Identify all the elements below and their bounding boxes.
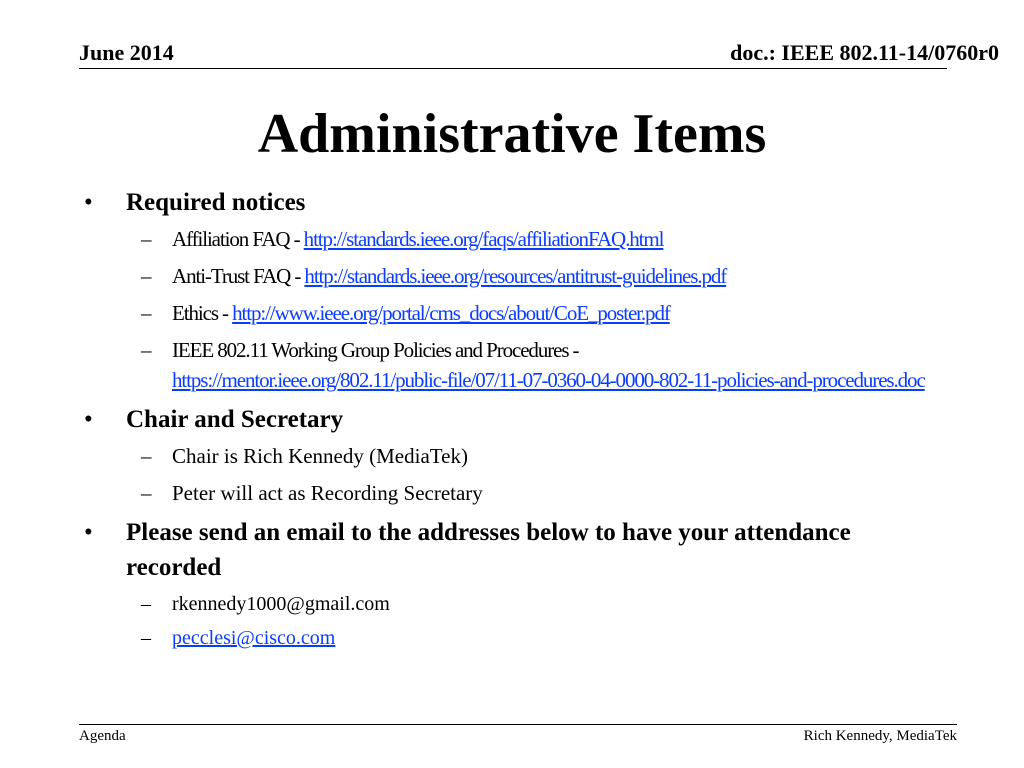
bullet-marker: • (84, 189, 93, 216)
sub-item-email-pecclesi (84, 623, 944, 653)
slide-body (84, 185, 944, 653)
footer-right: Rich Kennedy, MediaTek (803, 728, 957, 744)
sub-item-policies-procedures (84, 335, 944, 395)
dash-marker: – (141, 481, 152, 505)
bullet-heading: Chair and Secretary (126, 406, 344, 433)
dash-marker: – (141, 338, 151, 362)
sub-item-label: Chair is Rich Kennedy (MediaTek) (172, 444, 468, 468)
sub-item-label: Peter will act as Recording Secretary (172, 481, 483, 505)
sub-item-label: Affiliation FAQ - (172, 227, 304, 251)
dash-marker: – (141, 227, 151, 251)
pecclesi-email-link[interactable]: pecclesi@cisco.com (172, 627, 336, 649)
dash-marker: – (141, 627, 151, 649)
sub-item-secretary (84, 478, 944, 508)
header-divider (79, 68, 947, 69)
sub-item-antitrust-faq (84, 261, 944, 291)
sub-item-label: Ethics - (172, 301, 233, 325)
bullet-heading: Required notices (126, 189, 306, 216)
sub-item-email-kennedy (84, 589, 944, 619)
bullet-marker: • (84, 519, 93, 546)
sub-item-affiliation-faq (84, 224, 944, 254)
antitrust-faq-link[interactable]: http://standards.ieee.org/resources/antitrust-guidelines.pdf (304, 264, 727, 288)
footer-divider (79, 724, 957, 725)
bullet-heading: Please send an email to the addresses below to have your attendance recorded (126, 519, 851, 581)
dash-marker: – (141, 444, 152, 468)
header-doc-number: doc.: IEEE 802.11-14/0760r0 (730, 40, 999, 65)
slide-title: Administrative Items (257, 103, 767, 165)
sub-item-chair (84, 441, 944, 471)
dash-marker: – (141, 301, 151, 325)
ethics-link[interactable]: http://www.ieee.org/portal/cms_docs/about/CoE_poster.pdf (232, 301, 670, 325)
header-date: June 2014 (79, 40, 174, 65)
sub-item-label: IEEE 802.11 Working Group Policies and Procedures - (172, 338, 579, 362)
email-address: rkennedy1000@gmail.com (172, 593, 390, 615)
bullet-attendance-email (84, 515, 944, 585)
bullet-marker: • (84, 406, 93, 433)
bullet-required-notices (84, 185, 944, 220)
bullet-chair-secretary (84, 402, 944, 437)
dash-marker: – (141, 593, 151, 615)
policies-procedures-link[interactable]: https://mentor.ieee.org/802.11/public-file/07/11-07-0360-04-0000-802-11-policies-and-procedures.doc (172, 368, 925, 392)
dash-marker: – (141, 264, 151, 288)
sub-item-label: Anti-Trust FAQ - (172, 264, 305, 288)
sub-item-ethics (84, 298, 944, 328)
footer-left: Agenda (79, 728, 126, 744)
affiliation-faq-link[interactable]: http://standards.ieee.org/faqs/affiliationFAQ.html (303, 227, 664, 251)
